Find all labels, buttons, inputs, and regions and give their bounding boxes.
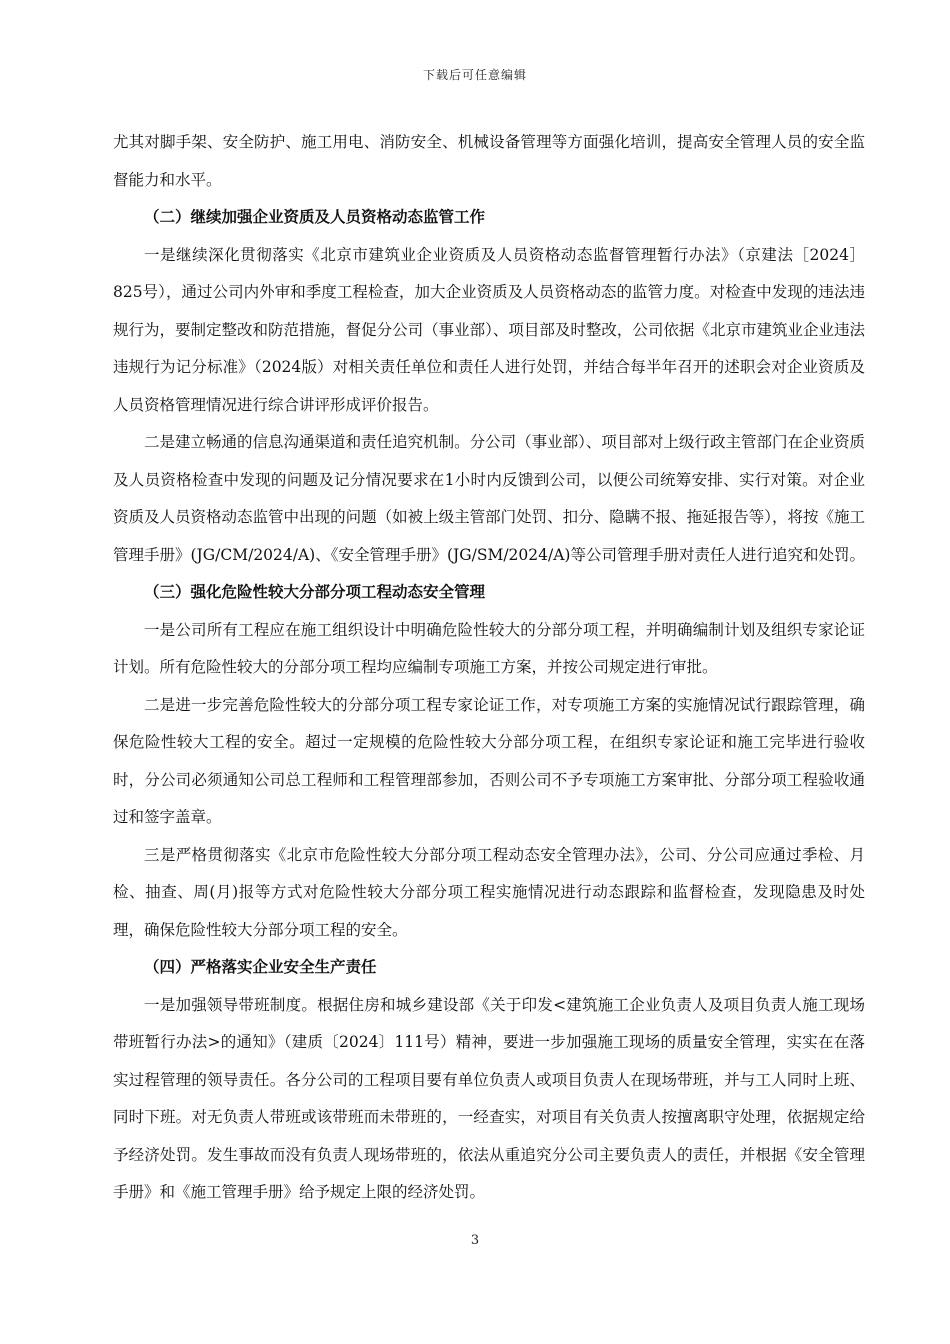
paragraph: 一是加强领导带班制度。根据住房和城乡建设部《关于印发<建筑施工企业负责人及项目负责人施工现场带班暂行办法>的通知》（建质〔2024〕111号）精神，要进一步加强施工现场的质量安全管理，实实在在落实过程管理的领导责任。各分公司的工程项目要有单位负责人或项目负责人在现场带班，并与工人同时上班、同时下班。对无负责人带班或该带班而未带班的，一经查实，对项目有关负责人按擅离职守处理，依据规定给予经济处罚。发生事故而没有负责人现场带班的，依法从重追究分公司主要负责人的责任，并根据《安全管理手册》和《施工管理手册》给予规定上限的经济处罚。 bbox=[113, 995, 865, 1201]
paragraph: 二是进一步完善危险性较大的分部分项工程专家论证工作，对专项施工方案的实施情况试行跟踪管理，确保危险性较大工程的安全。超过一定规模的危险性较大分部分项工程，在组织专家论证和施工完毕进行验收时，分公司必须通知公司总工程师和工程管理部参加，否则公司不予专项施工方案审批、分部分项工程验收通过和签字盖章。 bbox=[113, 695, 865, 826]
paragraph: 一是公司所有工程应在施工组织设计中明确危险性较大的分部分项工程，并明确编制计划及组织专家论证计划。所有危险性较大的分部分项工程均应编制专项施工方案，并按公司规定进行审批。 bbox=[113, 620, 865, 676]
document-body bbox=[113, 124, 865, 1212]
paragraph: 二是建立畅通的信息沟通渠道和责任追究机制。分公司（事业部）、项目部对上级行政主管部门在企业资质及人员资格检查中发现的问题及记分情况要求在1小时内反馈到公司，以便公司统筹安排、实行对策。对企业资质及人员资格动态监管中出现的问题（如被上级主管部门处罚、扣分、隐瞒不报、拖延报告等），将按《施工管理手册》(JG/CM/2024/A)、《安全管理手册》(JG/SM/2024/A)等公司管理手册对责任人进行追究和处罚。 bbox=[113, 433, 865, 564]
paragraph: 一是继续深化贯彻落实《北京市建筑业企业资质及人员资格动态监督管理暂行办法》（京建法［2024］825号），通过公司内外审和季度工程检查，加大企业资质及人员资格动态的监管力度。对检查中发现的违法违规行为，要制定整改和防范措施，督促分公司（事业部）、项目部及时整改，公司依据《北京市建筑业企业违法违规行为记分标准》（2024版）对相关责任单位和责任人进行处罚，并结合每半年召开的述职会对企业资质及人员资格管理情况进行综合讲评形成评价报告。 bbox=[113, 245, 865, 414]
paragraph: 三是严格贯彻落实《北京市危险性较大分部分项工程动态安全管理办法》，公司、分公司应通过季检、月检、抽查、周(月)报等方式对危险性较大分部分项工程实施情况进行动态跟踪和监督检查，发现隐患及时处理，确保危险性较大分部分项工程的安全。 bbox=[113, 845, 865, 939]
section-heading: （四）严格落实企业安全生产责任 bbox=[144, 958, 377, 976]
section-heading: （二）继续加强企业资质及人员资格动态监管工作 bbox=[144, 208, 486, 226]
page-header: 下载后可任意编辑 bbox=[422, 68, 527, 82]
page-number: 3 bbox=[470, 1233, 480, 1248]
section-heading: （三）强化危险性较大分部分项工程动态安全管理 bbox=[144, 583, 486, 601]
paragraph: 尤其对脚手架、安全防护、施工用电、消防安全、机械设备管理等方面强化培训，提高安全管理人员的安全监督能力和水平。 bbox=[113, 133, 865, 189]
